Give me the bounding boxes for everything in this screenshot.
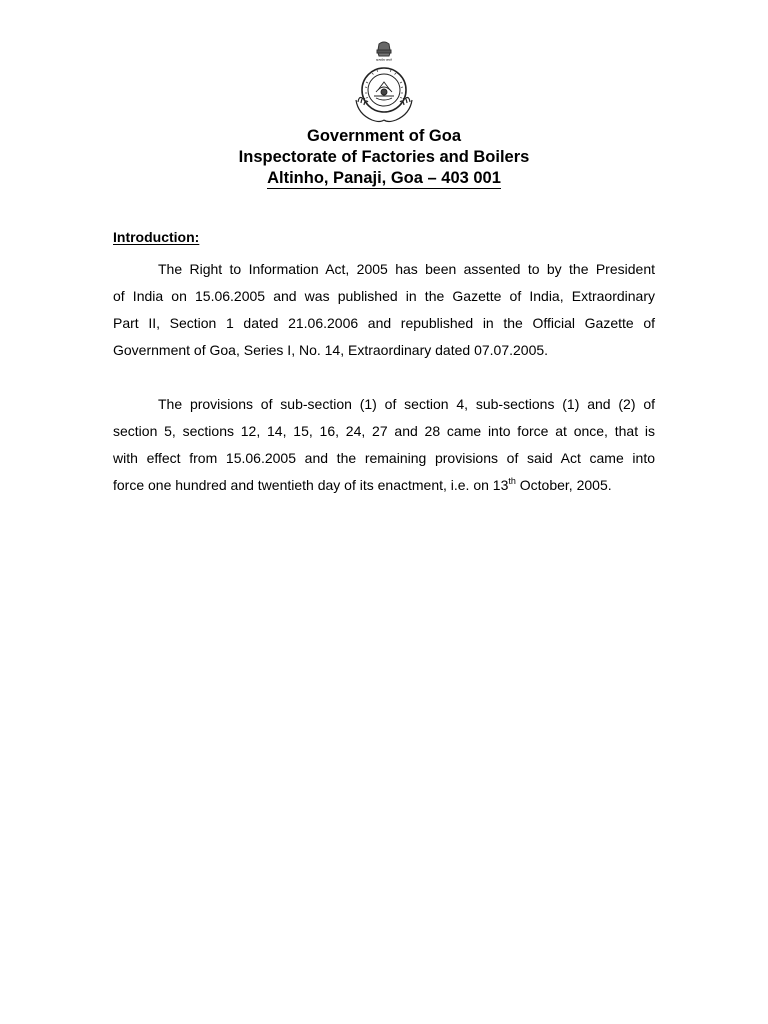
letterhead — [0, 126, 768, 189]
last-line-text: force one hundred and twentieth day of its enactment, i.e. on 13 — [113, 477, 509, 493]
paragraph-line: section 5, sections 12, 14, 15, 16, 24, 27 and 28 came into force at once, that is — [113, 423, 655, 439]
letterhead-department: Inspectorate of Factories and Boilers — [238, 148, 530, 166]
paragraph-1 — [113, 256, 655, 364]
paragraph-last-line — [113, 472, 655, 499]
letterhead-address: Altinho, Panaji, Goa – 403 001 — [267, 169, 501, 187]
paragraph-line: of India on 15.06.2005 and was published in the Gazette of India, Extraordinary — [113, 288, 655, 304]
section-heading: Introduction: — [113, 229, 200, 245]
ordinal-suffix: th — [508, 476, 516, 486]
emblem-motto: सत्यमेव जयते — [376, 58, 392, 62]
paragraph-line: Part II, Section 1 dated 21.06.2006 and republished in the Official Gazette of — [113, 315, 655, 331]
paragraph-line: The provisions of sub-section (1) of section 4, sub-sections (1) and (2) of — [158, 396, 655, 412]
letterhead-government: Government of Goa — [306, 127, 462, 145]
paragraph-line: with effect from 15.06.2005 and the remaining provisions of said Act came into — [113, 450, 655, 466]
paragraph-line: Government of Goa, Series I, No. 14, Extraordinary dated 07.07.2005. — [113, 342, 549, 358]
last-line-tail: October, 2005. — [515, 477, 612, 493]
paragraph-line: The Right to Information Act, 2005 has been assented to by the President — [158, 261, 655, 277]
goa-emblem-icon — [346, 40, 422, 128]
paragraph-2 — [113, 391, 655, 499]
